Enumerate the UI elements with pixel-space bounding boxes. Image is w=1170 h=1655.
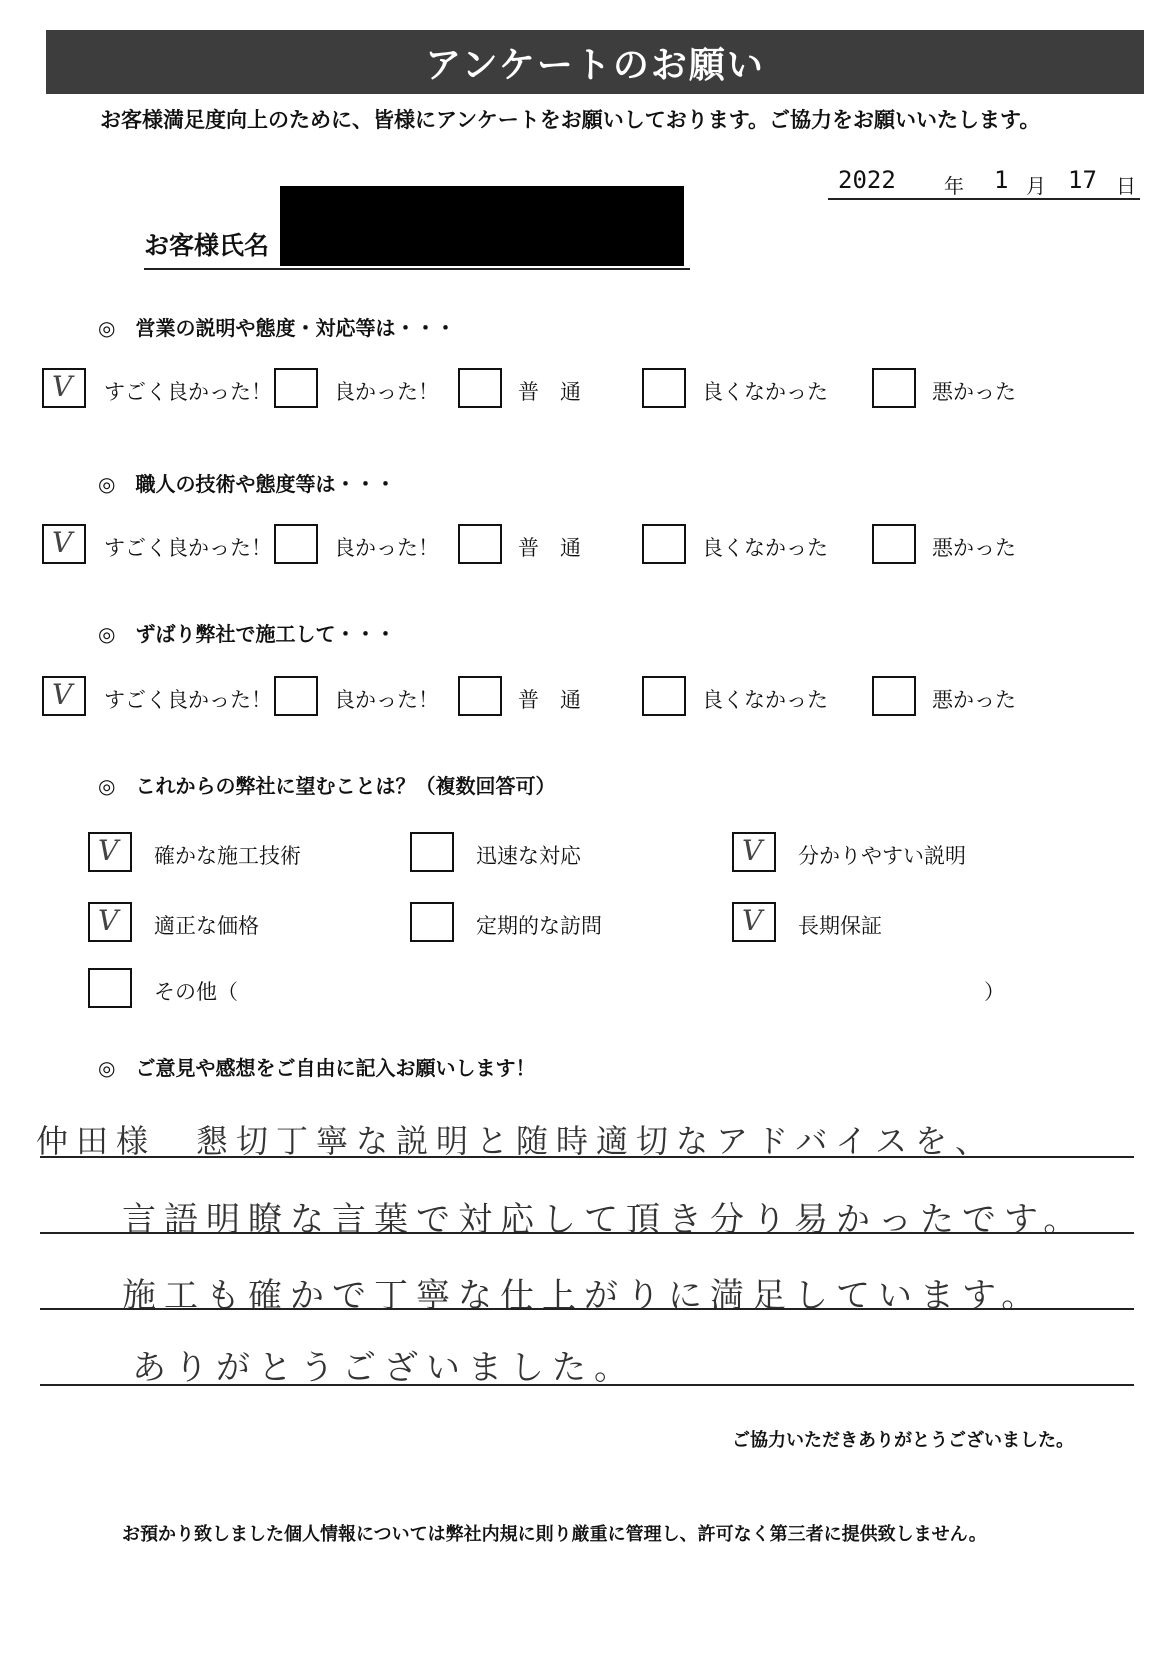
wish-5-label: 定期的な訪問 [476,914,602,938]
q3-option-4-checkbox[interactable] [642,676,686,716]
privacy-notice: お預かり致しました個人情報については弊社内規に則り厳重に管理し、許可なく第三者に提供致しません。 [122,1524,987,1545]
comments-label: ◎ ご意見や感想をご自由に記入お願いします！ [98,1056,536,1080]
q2-option-4-label: 良くなかった [702,536,828,560]
q1-option-4-label: 良くなかった [702,380,828,404]
date-year-unit: 年 [944,174,964,198]
wish-6-checkbox[interactable] [732,902,776,942]
date-month-unit: 月 [1026,174,1046,198]
wish-other-label: その他（ [154,980,238,1004]
wish-3-label: 分かりやすい説明 [798,844,966,868]
q3-option-2-label: 良かった！ [334,688,439,712]
q2-option-4-checkbox[interactable] [642,524,686,564]
q1-option-1-checkbox[interactable] [42,368,86,408]
wish-4-label: 適正な価格 [154,914,259,938]
redacted-name [280,186,684,266]
q2-option-2-checkbox[interactable] [274,524,318,564]
wishes-label: ◎ これからの弊社に望むことは？（複数回答可） [98,774,556,798]
wish-6-label: 長期保証 [798,914,882,938]
wish-3-checkbox[interactable] [732,832,776,872]
q3-option-1-label: すごく良かった！ [104,688,272,712]
question-1-label: ◎ 営業の説明や態度・対応等は・・・ [98,316,456,340]
q1-option-3-label: 普 通 [518,380,581,404]
q1-option-2-label: 良かった！ [334,380,439,404]
q3-option-4-label: 良くなかった [702,688,828,712]
date-year: 2022 [838,166,896,194]
wish-2-label: 迅速な対応 [476,844,581,868]
date-field[interactable] [828,168,1140,200]
comment-line-3: 施工も確かで丁寧な仕上がりに満足しています。 [122,1276,1044,1316]
q1-option-2-checkbox[interactable] [274,368,318,408]
q1-option-3-checkbox[interactable] [458,368,502,408]
q2-option-1-checkbox[interactable] [42,524,86,564]
check-mark: V [52,526,73,559]
intro-text: お客様満足度向上のために、皆様にアンケートをお願いしております。ご協力をお願いいたします。 [100,108,1041,132]
comment-rule-1 [40,1156,1134,1158]
date-day: 17 [1068,166,1097,194]
q2-option-3-label: 普 通 [518,536,581,560]
check-mark: V [742,834,763,867]
wish-1-label: 確かな施工技術 [154,844,301,868]
q1-option-5-checkbox[interactable] [872,368,916,408]
wish-1-checkbox[interactable] [88,832,132,872]
q1-option-1-label: すごく良かった！ [104,380,272,404]
check-mark: V [52,370,73,403]
check-mark: V [742,904,763,937]
comment-rule-3 [40,1308,1134,1310]
comment-line-2: 言語明瞭な言葉で対応して頂き分り易かったです。 [122,1200,1086,1240]
q3-option-2-checkbox[interactable] [274,676,318,716]
comment-rule-4 [40,1384,1134,1386]
q2-option-2-label: 良かった！ [334,536,439,560]
wish-other-close: ） [984,980,1005,1004]
q3-option-3-checkbox[interactable] [458,676,502,716]
wish-4-checkbox[interactable] [88,902,132,942]
customer-name-label: お客様氏名 [144,231,270,260]
customer-name-field[interactable] [144,268,690,270]
q2-option-5-checkbox[interactable] [872,524,916,564]
q3-option-5-checkbox[interactable] [872,676,916,716]
wish-2-checkbox[interactable] [410,832,454,872]
q2-option-3-checkbox[interactable] [458,524,502,564]
q3-option-5-label: 悪かった [932,688,1016,712]
q3-option-1-checkbox[interactable] [42,676,86,716]
q2-option-1-label: すごく良かった！ [104,536,272,560]
q1-option-4-checkbox[interactable] [642,368,686,408]
wish-other-checkbox[interactable] [88,968,132,1008]
q1-option-5-label: 悪かった [932,380,1016,404]
date-day-unit: 日 [1116,174,1136,198]
q2-option-5-label: 悪かった [932,536,1016,560]
comment-line-4: ありがとうございました。 [132,1348,636,1388]
date-month: 1 [994,166,1009,194]
check-mark: V [52,678,73,711]
comment-rule-2 [40,1232,1134,1234]
check-mark: V [98,834,119,867]
wish-5-checkbox[interactable] [410,902,454,942]
survey-title: アンケートのお願い [46,30,1144,94]
comment-line-1: 仲田様 懇切丁寧な説明と随時適切なアドバイスを、 [36,1122,996,1160]
question-3-label: ◎ ずばり弊社で施工して・・・ [98,622,396,646]
thanks-text: ご協力いただきありがとうございました。 [732,1430,1074,1451]
q3-option-3-label: 普 通 [518,688,581,712]
check-mark: V [98,904,119,937]
question-2-label: ◎ 職人の技術や態度等は・・・ [98,472,396,496]
